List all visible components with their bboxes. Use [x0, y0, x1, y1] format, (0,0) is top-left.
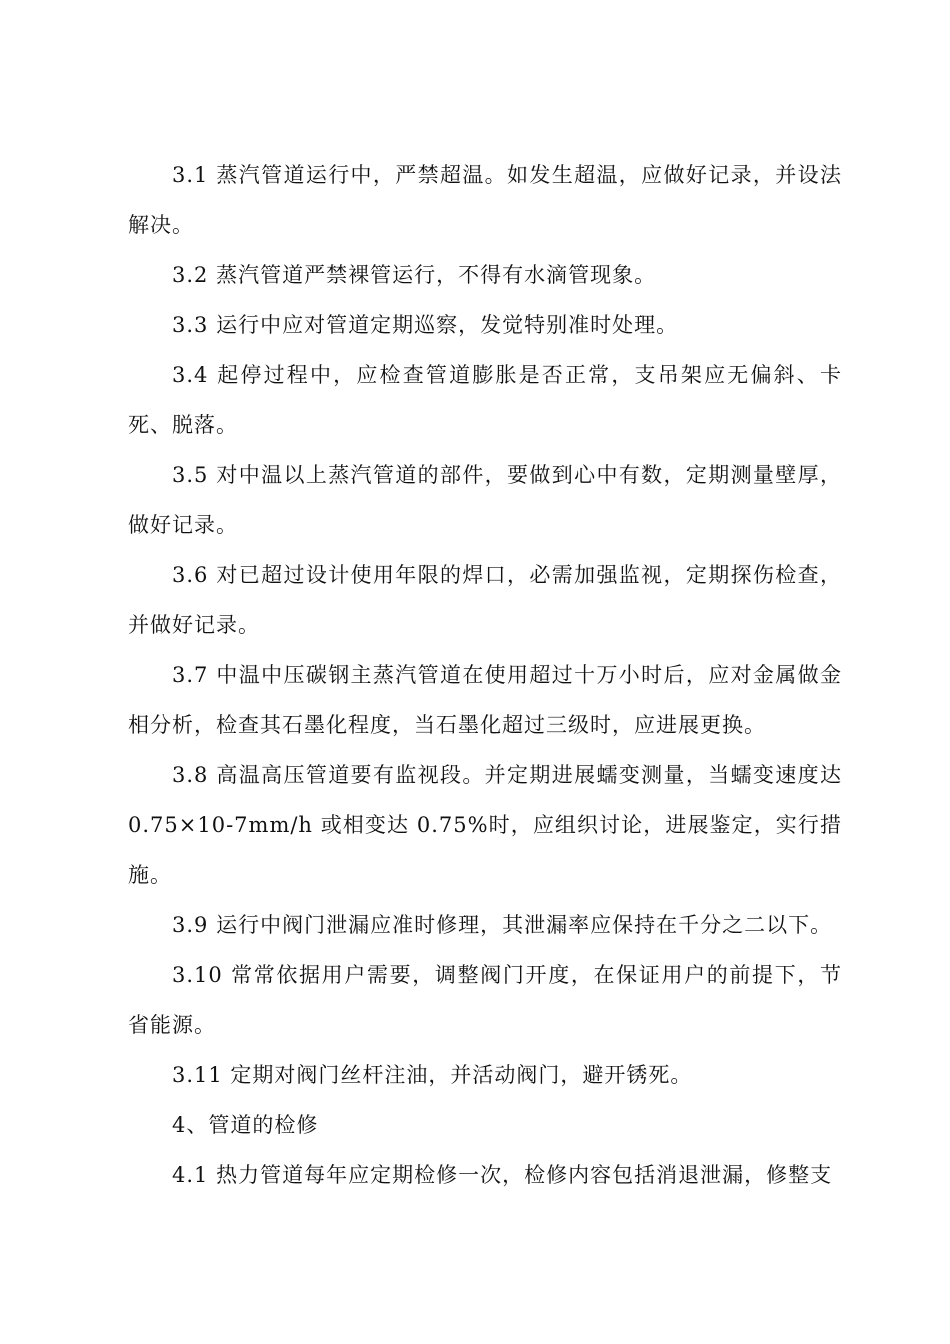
paragraph-3-9: 3.9 运行中阀门泄漏应准时修理，其泄漏率应保持在千分之二以下。	[172, 913, 833, 937]
section-heading-4: 4、管道的检修	[172, 1113, 319, 1137]
paragraph-3-8: 3.8 高温高压管道要有监视段。并定期进展蠕变测量，当蠕变速度达0.75×10-7mm/h 或相变达 0.75%时，应组织讨论，进展鉴定，实行措施。	[128, 763, 842, 887]
document-page	[128, 150, 842, 1200]
paragraph-3-6: 3.6 对已超过设计使用年限的焊口，必需加强监视，定期探伤检查，并做好记录。	[128, 563, 842, 637]
paragraph-3-10: 3.10 常常依据用户需要，调整阀门开度，在保证用户的前提下，节省能源。	[128, 963, 842, 1037]
paragraph-4-1: 4.1 热力管道每年应定期检修一次，检修内容包括消退泄漏，修整支	[172, 1163, 833, 1187]
paragraph-3-5: 3.5 对中温以上蒸汽管道的部件，要做到心中有数，定期测量壁厚，做好记录。	[128, 463, 842, 537]
paragraph-3-4: 3.4 起停过程中，应检查管道膨胀是否正常，支吊架应无偏斜、卡死、脱落。	[128, 363, 842, 437]
paragraph-3-1: 3.1 蒸汽管道运行中，严禁超温。如发生超温，应做好记录，并设法解决。	[128, 163, 842, 237]
paragraph-3-3: 3.3 运行中应对管道定期巡察，发觉特别准时处理。	[172, 313, 679, 337]
paragraph-3-11: 3.11 定期对阀门丝杆注油，并活动阀门，避开锈死。	[172, 1063, 693, 1087]
paragraph-3-2: 3.2 蒸汽管道严禁裸管运行，不得有水滴管现象。	[172, 263, 657, 287]
paragraph-3-7: 3.7 中温中压碳钢主蒸汽管道在使用超过十万小时后，应对金属做金相分析，检查其石墨化程度，当石墨化超过三级时，应进展更换。	[128, 663, 842, 737]
